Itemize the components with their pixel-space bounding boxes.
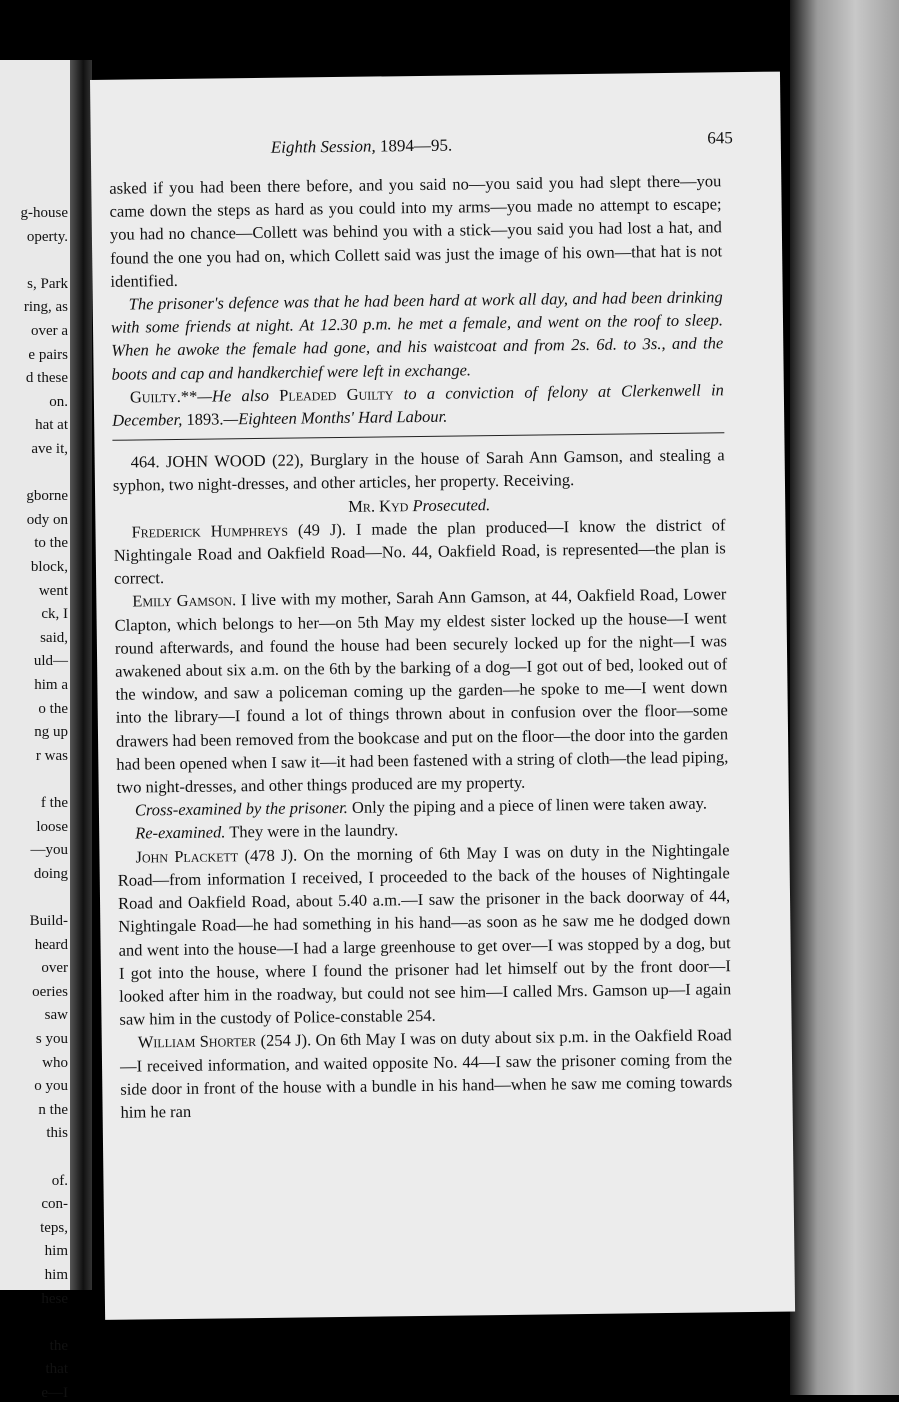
facing-page-fragment: s you [35, 1031, 68, 1047]
witness-name: Emily Gamson. [132, 590, 237, 611]
book-gutter [70, 60, 92, 1290]
witness-name: William Shorter [137, 1031, 257, 1052]
case-heading: 464. JOHN WOOD (22), Burglary in the house of Sarah Ann Gamson, and stealing a syphon, two night-dresses, and other articles, her property. Receiving. [112, 445, 725, 496]
facing-page-fragment: ng up [34, 724, 68, 741]
facing-page-fragment: operty. [26, 228, 68, 245]
facing-page-fragment: e pairs [28, 346, 68, 363]
page-number: 645 [707, 128, 733, 148]
cross-examination: Cross-examined by the prisoner. Only the piping and a piece of linen were taken away. [134, 793, 707, 820]
paragraph: asked if you had been there before, and you said no—you said you had slept there—you came down the steps as hard as you could into my arms—you made no attempt to escape; you had no chance—Collett was behind you with a stick—you said you had lost a hat, and found the one you had on, which Collett said was just the image of his own—that hat is not identified. [109, 171, 723, 291]
facing-page-fragment: oeries [32, 983, 68, 1000]
facing-page-fragment: n the [38, 1101, 68, 1118]
facing-page-fragment: —you [30, 842, 68, 859]
facing-page-fragment: him [44, 1267, 68, 1283]
witness-testimony: John Plackett (478 J). On the morning of 6th May I was on duty in the Nightingale Road—from information I received, I proceeded to the back of the houses of Nightingale Road and Oakfield Road, about 5.40 a.m.—I saw the prisoner in the back doorway of 44, Nightingale Road—he had something in his hand—as soon as he saw me he dodged down and went into the house—I had a large greenhouse to get over—I was stopped by a dog, but I got into the house, where I found the prisoner had let himself out by the front door—I looked after him in the roadway, but could not see him—I called Mrs. Gamson up—I again saw him in the custody of Police-constable 254. [117, 839, 732, 1029]
facing-page-fragment: r was [35, 747, 68, 764]
facing-page-fragment: f the [40, 795, 68, 811]
facing-page-fragment: said, [40, 629, 68, 646]
witness-name: Frederick Humphreys [131, 520, 289, 542]
facing-page-fragment: hat at [35, 417, 68, 434]
witness-testimony: William Shorter (254 J). On 6th May I was on duty about six p.m. in the Oakfield Road—I received information, and waited opposite No. 44—I saw the prisoner coming from the side door in front of the house with a bundle in his hand—when he saw me coming towards him he ran [119, 1025, 733, 1122]
running-head: Eighth Session, 1894—95. [270, 135, 453, 157]
verdict-label: Guilty.** [129, 386, 198, 407]
facing-page-fragment: con- [41, 1196, 68, 1213]
facing-page-fragment: gborne [26, 488, 68, 505]
facing-page-fragment: hese [41, 1290, 68, 1307]
section-divider [112, 433, 724, 441]
facing-page-fragment: uld— [33, 653, 68, 670]
witness-testimony: Emily Gamson. I live with my mother, Sarah Ann Gamson, at 44, Oakfield Road, Lower Clapton, which belongs to her—on 5th May my eldest sister locked up the house—I went round afterwards, and found the house had been securely locked up for the night—I was awakened about six a.m. on the 6th by the barking of a dog—I got out of bed, looked out of the window, and saw a policeman coming up the garden—he spoke to me—I went down into the library—I found a lot of things thrown about in confusion over the floor—some drawers had been removed from the bookcase and put on the floor—the door into the garden had been opened when I saw it—it had been fastened with a string of cloth—the lead piping, two night-dresses, and other things produced are my property. [114, 584, 729, 797]
facing-page-fragment: of. [51, 1172, 68, 1189]
facing-page-fragment: doing [33, 865, 68, 882]
facing-page-fragment: e—I [41, 1385, 68, 1401]
facing-page-fragment: this [46, 1125, 68, 1142]
facing-page-fragment: ave it, [31, 441, 68, 457]
facing-page-fragment: ck, I [41, 606, 68, 623]
facing-page-fragment: went [38, 582, 68, 599]
facing-page-fragment: ody on [26, 511, 68, 528]
prosecutor-line: Mr. Kyd Prosecuted. [348, 494, 491, 516]
facing-page-fragment: saw [44, 1007, 68, 1024]
facing-page-fragment: who [42, 1054, 68, 1071]
facing-page-fragment: g-house [20, 205, 68, 221]
facing-page-fragment: over [41, 960, 68, 977]
facing-page-fragment: the [49, 1337, 68, 1354]
facing-page-fragment: Build- [29, 913, 68, 929]
facing-page-fragment: to the [34, 535, 68, 552]
facing-page-fragment: ring, as [23, 299, 68, 316]
facing-page-fragment: him [44, 1243, 68, 1260]
facing-page-fragment: that [45, 1361, 68, 1378]
page-body [109, 169, 733, 1124]
defendant-name: JOHN WOOD [165, 451, 266, 472]
facing-page-fragment: on. [49, 393, 68, 410]
facing-page-fragment: o you [34, 1078, 68, 1095]
verdict-paragraph: Guilty.**—He also Pleaded Guilty to a conviction of felony at Clerkenwell in December, 1893.—Eighteen Months' Hard Labour. [112, 380, 724, 430]
facing-page-fragment: over a [30, 323, 68, 339]
witness-testimony: Frederick Humphreys (49 J). I made the plan produced—I know the district of Nightingale Road and Oakfield Road—No. 44, Oakfield Road, is represented—the plan is correct. [113, 515, 726, 588]
facing-page-fragment: s, Park [27, 275, 68, 292]
facing-page-fragment: o the [38, 700, 68, 717]
defence-paragraph: The prisoner's defence was that he had been hard at work all day, and had been drinking with some friends at night. At 12.30 p.m. he met a female, and went on the roof to sleep. When he awoke the female had gone, and his waistcoat and from 2s. 6d. to 3s., and the boots and cap and handkerchief were left in exchange. [110, 287, 724, 384]
facing-page-fragment: teps, [40, 1219, 68, 1236]
facing-page-fragment: him a [34, 677, 68, 693]
facing-page-fragment: d these [25, 370, 68, 387]
facing-page-fragment: heard [34, 936, 68, 953]
facing-page-fragment: loose [36, 818, 68, 835]
facing-page-fragment: block, [30, 559, 68, 575]
background-surface [790, 0, 899, 1395]
page-header [91, 128, 781, 164]
document-page [90, 72, 795, 1320]
facing-page-edge [0, 60, 70, 1401]
re-examination: Re-examined. They were in the laundry. [135, 820, 399, 843]
witness-name: John Plackett [135, 845, 239, 867]
